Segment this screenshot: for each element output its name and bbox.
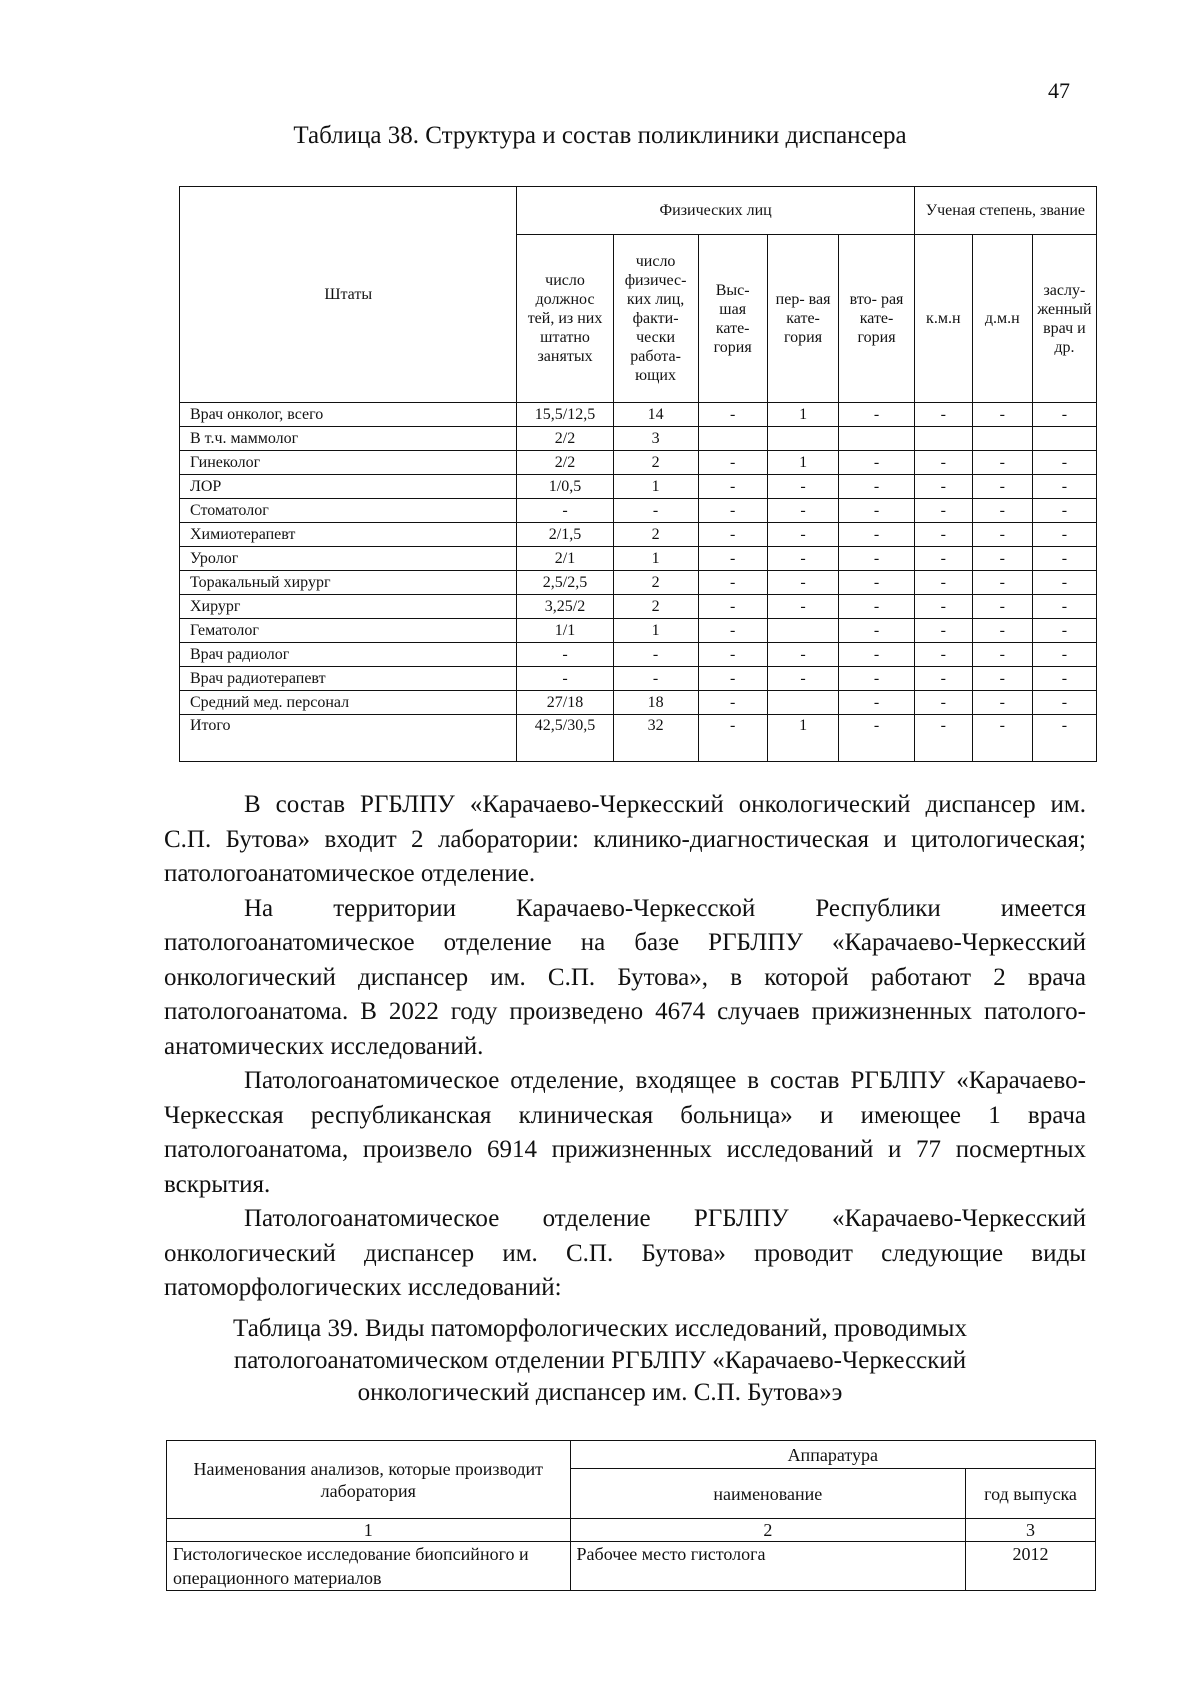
column-number: 1 [167, 1519, 571, 1542]
table-cell: - [1032, 475, 1096, 499]
table-row [180, 715, 1097, 762]
table-cell: 2/1,5 [517, 523, 613, 547]
table-cell: 2 [613, 451, 698, 475]
table-cell: - [1032, 715, 1096, 762]
table-cell: - [767, 571, 838, 595]
staff-name: Химиотерапевт [180, 523, 517, 547]
caption-line: онкологический диспансер им. С.П. Бутова»э [357, 1379, 843, 1406]
page-number: 47 [1048, 78, 1070, 103]
table-cell: 1 [767, 451, 838, 475]
table-cell: - [698, 571, 767, 595]
table-row [180, 547, 1097, 571]
table-cell [767, 427, 838, 451]
table-cell: - [972, 619, 1032, 643]
table-cell: 2/2 [517, 451, 613, 475]
table-cell: - [767, 643, 838, 667]
release-year: 2012 [966, 1542, 1096, 1591]
table-cell: 1/1 [517, 619, 613, 643]
paragraph: На территории Карачаево-Черкесской Республики имеется патологоанатомическое отделение на базе РГБЛПУ «Карачаево-Черкесский онкологический диспансер им. С.П. Бутова», в которой работают 2 врача патологоанатома. В 2022 году произведено 4674 случаев прижизненных патолого-анатомических исследований. [164, 894, 1086, 1060]
table-row [180, 451, 1097, 475]
table-cell: - [839, 571, 915, 595]
table-cell [914, 427, 972, 451]
table-cell: 2 [613, 523, 698, 547]
table-cell: - [972, 403, 1032, 427]
table-cell: - [839, 715, 915, 762]
table-cell: 1 [767, 715, 838, 762]
header-year: год выпуска [966, 1469, 1096, 1519]
table-cell: - [1032, 643, 1096, 667]
header-highest-category: Выс- шая кате- гория [698, 235, 767, 403]
table-cell: - [839, 475, 915, 499]
staff-structure-table [179, 186, 1097, 762]
column-number: 3 [966, 1519, 1096, 1542]
staff-name: Итого [180, 715, 517, 762]
table-cell: - [517, 667, 613, 691]
staff-name: Врач радиотерапевт [180, 667, 517, 691]
table-cell: - [698, 691, 767, 715]
table-cell: 3,25/2 [517, 595, 613, 619]
table-row [180, 499, 1097, 523]
staff-name: Хирург [180, 595, 517, 619]
caption-line: Таблица 39. Виды патоморфологических исследований, проводимых [233, 1315, 967, 1342]
header-equipment-name: наименование [570, 1469, 966, 1519]
header-physical-persons: Физических лиц [517, 187, 914, 235]
table-cell: - [1032, 547, 1096, 571]
table-row [180, 427, 1097, 451]
table-cell: - [613, 667, 698, 691]
table-cell: - [698, 715, 767, 762]
table-cell: - [839, 523, 915, 547]
header-equipment: Аппаратура [570, 1441, 1095, 1469]
table-cell: 1 [613, 547, 698, 571]
table-cell: - [839, 499, 915, 523]
table-cell: 2/1 [517, 547, 613, 571]
table-cell: 27/18 [517, 691, 613, 715]
table-cell: 2,5/2,5 [517, 571, 613, 595]
table-cell: 2 [613, 571, 698, 595]
table-cell: 2 [613, 595, 698, 619]
pathomorphology-table [166, 1440, 1096, 1591]
table-cell: - [698, 499, 767, 523]
table-row [180, 619, 1097, 643]
table-cell: - [839, 619, 915, 643]
table-cell: - [767, 667, 838, 691]
table-cell: - [914, 475, 972, 499]
header-honored-doctor: заслу- женный врач и др. [1032, 235, 1096, 403]
staff-name: Врач онколог, всего [180, 403, 517, 427]
table-cell: - [698, 667, 767, 691]
table-cell: 1 [613, 619, 698, 643]
header-persons: число физичес- ких лиц, факти- чески работа- ющих [613, 235, 698, 403]
table-38-caption: Таблица 38. Структура и состав поликлиники диспансера [293, 122, 907, 149]
table-cell: - [839, 403, 915, 427]
table-cell: - [698, 595, 767, 619]
table-cell: - [914, 523, 972, 547]
table-cell: - [698, 523, 767, 547]
table-cell: - [914, 571, 972, 595]
table-cell: - [972, 691, 1032, 715]
table-cell: - [972, 451, 1032, 475]
table-cell: 32 [613, 715, 698, 762]
table-cell: - [914, 619, 972, 643]
staff-name: В т.ч. маммолог [180, 427, 517, 451]
table-cell: - [914, 715, 972, 762]
staff-name: Гематолог [180, 619, 517, 643]
table-cell: - [767, 547, 838, 571]
header-academic-degree: Ученая степень, звание [914, 187, 1096, 235]
table-cell: - [914, 595, 972, 619]
table-cell: - [698, 547, 767, 571]
staff-name: Врач радиолог [180, 643, 517, 667]
table-row [180, 523, 1097, 547]
table-cell: 1 [613, 475, 698, 499]
table-cell: - [767, 475, 838, 499]
table-cell: - [839, 595, 915, 619]
table-cell: - [1032, 691, 1096, 715]
column-number: 2 [570, 1519, 966, 1542]
table-cell: - [1032, 595, 1096, 619]
table-cell: - [914, 643, 972, 667]
table-cell: - [1032, 499, 1096, 523]
table-cell: - [839, 451, 915, 475]
table-cell: - [914, 667, 972, 691]
staff-name: ЛОР [180, 475, 517, 499]
table-cell: - [517, 499, 613, 523]
caption-line: патологоанатомическом отделении РГБЛПУ «Карачаево-Черкесский [233, 1347, 967, 1374]
table-cell: - [698, 475, 767, 499]
table-cell: - [914, 451, 972, 475]
staff-name: Торакальный хирург [180, 571, 517, 595]
table-cell: - [767, 523, 838, 547]
table-cell: 1 [767, 403, 838, 427]
header-positions: число должнос тей, из них штатно занятых [517, 235, 613, 403]
table-cell [698, 427, 767, 451]
table-cell: - [1032, 403, 1096, 427]
table-row [180, 643, 1097, 667]
table-cell: - [1032, 451, 1096, 475]
staff-name: Гинеколог [180, 451, 517, 475]
table-cell: - [698, 403, 767, 427]
staff-name: Уролог [180, 547, 517, 571]
header-staff: Штаты [180, 187, 517, 403]
table-cell [1032, 427, 1096, 451]
table-cell: - [972, 571, 1032, 595]
staff-table-body [180, 403, 1097, 762]
table-cell: - [1032, 523, 1096, 547]
table-cell: - [972, 475, 1032, 499]
table-cell: 2/2 [517, 427, 613, 451]
table-cell: - [517, 643, 613, 667]
table-row [180, 691, 1097, 715]
table-cell: - [698, 643, 767, 667]
paragraph: Патологоанатомическое отделение, входящее в состав РГБЛПУ «Карачаево-Черкесская республиканская клиническая больница» и имеющее 1 врача патологоанатома, произвело 6914 прижизненных исследований и 77 посмертных вскрытия. [164, 1067, 1086, 1198]
table-39-caption [0, 1313, 1200, 1409]
equipment-name: Рабочее место гистолога [570, 1542, 966, 1591]
table-cell: - [972, 595, 1032, 619]
table-row [180, 595, 1097, 619]
header-dmn: д.м.н [972, 235, 1032, 403]
table-cell: - [914, 691, 972, 715]
table-cell: 18 [613, 691, 698, 715]
table-row [180, 571, 1097, 595]
table-cell: - [914, 403, 972, 427]
table-cell: - [839, 643, 915, 667]
table-cell: - [767, 595, 838, 619]
staff-name: Средний мед. персонал [180, 691, 517, 715]
paragraph: Патологоанатомическое отделение РГБЛПУ «Карачаево-Черкесский онкологический диспансер им. С.П. Бутова» проводит следующие виды патоморфологических исследований: [164, 1205, 1086, 1301]
table-cell: - [914, 499, 972, 523]
table-cell: - [839, 691, 915, 715]
table-cell: 14 [613, 403, 698, 427]
table-cell: - [839, 547, 915, 571]
paragraph: В состав РГБЛПУ «Карачаево-Черкесский онкологический диспансер им. С.П. Бутова» входит 2 лаборатории: клинико-диагностическая и цитологическая; патологоанатомическое отделение. [164, 791, 1086, 887]
header-first-category: пер- вая кате- гория [767, 235, 838, 403]
table-cell: - [767, 499, 838, 523]
table-cell: - [914, 547, 972, 571]
table-cell: - [839, 667, 915, 691]
table-cell: 42,5/30,5 [517, 715, 613, 762]
table-cell: - [972, 499, 1032, 523]
table-cell: - [972, 523, 1032, 547]
table-cell: 15,5/12,5 [517, 403, 613, 427]
table-cell: - [698, 619, 767, 643]
table-cell: - [613, 643, 698, 667]
table-cell [767, 691, 838, 715]
table-cell [767, 619, 838, 643]
table-row [167, 1542, 1096, 1591]
table-cell: - [698, 451, 767, 475]
table-cell: - [972, 667, 1032, 691]
table-cell: - [1032, 571, 1096, 595]
table-row [180, 667, 1097, 691]
analysis-name: Гистологическое исследование биопсийного и операционного материалов [167, 1542, 571, 1591]
table-cell: - [972, 643, 1032, 667]
body-text [164, 788, 1086, 1306]
table-cell: - [972, 715, 1032, 762]
table-cell: 1/0,5 [517, 475, 613, 499]
header-analyses: Наименования анализов, которые производит лаборатория [167, 1441, 571, 1519]
table-cell: - [1032, 667, 1096, 691]
table-row [180, 475, 1097, 499]
table-row [180, 403, 1097, 427]
header-second-category: вто- рая кате- гория [839, 235, 915, 403]
header-kmn: к.м.н [914, 235, 972, 403]
table-cell: - [613, 499, 698, 523]
staff-name: Стоматолог [180, 499, 517, 523]
table-cell: - [972, 547, 1032, 571]
table-cell: - [1032, 619, 1096, 643]
table-cell: 3 [613, 427, 698, 451]
table-cell [972, 427, 1032, 451]
table-cell [839, 427, 915, 451]
